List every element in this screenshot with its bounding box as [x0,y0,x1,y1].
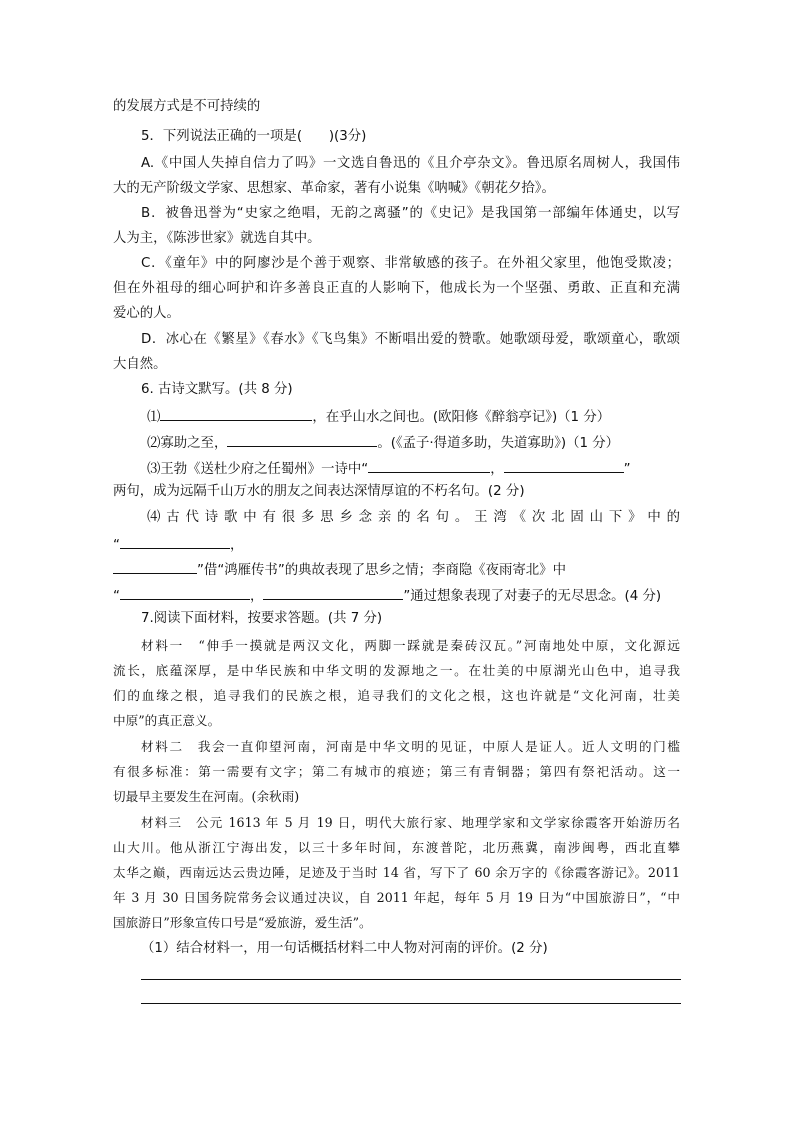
question-6-3-continued: 两句，成为远隔千山万水的朋友之间表达深情厚谊的不朽名句。(2 分) [113,484,525,499]
fill-blank[interactable] [120,585,250,600]
fill-blank[interactable] [113,559,197,574]
material-3-line: 国旅游日”形象宣传口号是“爱旅游，爱生活”。 [113,915,372,930]
item-text: ” [623,462,631,477]
item-text: “ [113,589,120,604]
option-a-line: A.《中国人失掉自信力了吗》一文选自鲁迅的《且介亭杂文》。鲁迅原名周树人，我国伟 [141,156,680,171]
option-d-line: D．冰心在《繁星》《春水》《飞鸟集》不断唱出爱的赞歌。她歌颂母爱，歌颂童心，歌颂 [141,332,680,347]
question-7-stem: 7.阅读下面材料，按要求答题。(共 7 分) [141,611,383,626]
material-2-line: 切最早主要发生在河南。(余秋雨) [113,789,300,804]
material-3-line: 材料三 公元 1613 年 5 月 19 日，明代大旅行家、地理学家和文学家徐霞客开始游历名 [141,815,680,830]
material-1-line: 流长，底蕴深厚，是中华民族和中华文明的发源地之一。在壮美的中原湖光山色中，追寻我 [113,663,680,678]
question-6-2 [147,432,619,453]
question-6-4-line [113,559,566,580]
item-text: “ [113,538,120,553]
item-text: ”通过想象表现了对妻子的无尽思念。(4 分) [403,589,662,604]
fill-blank[interactable] [504,458,624,473]
material-2-line: 有很多标准：第一需要有文字；第二有城市的痕迹；第三有青铜器；第四有祭祀活动。这一 [113,764,680,779]
option-c-line: 爱心的人。 [113,306,180,321]
material-3-line: 太华之巅，西南远达云贵边陲，足迹及于当时 14 省，写下了 60 余万字的《徐霞客游记》。2011 [113,865,680,880]
question-5-stem: 5．下列说法正确的一项是( )(3分) [141,129,367,144]
option-c-line: C．《童年》中的阿廖沙是个善于观察、非常敏感的孩子。在外祖父家里，他饱受欺凌； [141,256,680,271]
answer-line[interactable] [141,1003,681,1004]
item-text: ， [490,462,504,477]
material-1-line: 们的血缘之根，追寻我们的民族之根，追寻我们的文化之根，这也许就是“文化河南，壮美 [113,688,680,703]
question-7-1: （1）结合材料一，用一句话概括材料二中人物对河南的评价。(2 分) [141,941,548,956]
fill-blank[interactable] [368,458,490,473]
material-3-line: 年 3 月 30 日国务院常务会议通过决议，自 2011 年起，每年 5 月 19 日为“中国旅游日”，“中 [113,890,680,905]
item-number: ⑴ [147,410,161,425]
fill-blank[interactable] [160,406,312,421]
fill-blank[interactable] [263,585,403,600]
question-6-4-line [113,585,661,606]
item-text: ⑵寡助之至， [147,436,228,451]
item-text: ，在乎山水之间也。(欧阳修《醉翁亭记》)（1 分） [312,410,611,425]
option-c-line: 但在外祖母的细心呵护和许多善良正直的人影响下，他成长为一个坚强、勇敢、正直和充满 [113,281,680,296]
item-text: ⑶王勃《送杜少府之任蜀州》一诗中“ [147,462,369,477]
material-1-line: 材料一 “伸手一摸就是两汉文化，两脚一踩就是秦砖汉瓦。”河南地处中原，文化源远 [141,638,680,653]
fill-blank[interactable] [120,534,230,549]
material-1-line: 中原”的真正意义。 [113,713,221,728]
item-text: ”借“鸿雁传书”的典故表现了思乡之情；李商隐《夜雨寄北》中 [197,563,566,578]
question-6-3 [147,458,631,479]
option-a-line: 大的无产阶级文学家、思想家、革命家，著有小说集《呐喊》《朝花夕拾》。 [113,181,555,196]
material-3-line: 山大川。他从浙江宁海出发，以三十多年时间，东渡普陀，北历燕冀，南涉闽粤，西北直攀 [113,840,680,855]
fill-blank[interactable] [227,432,377,447]
text-line: 的发展方式是不可持续的 [113,99,261,114]
option-d-line: 大自然。 [113,357,167,372]
question-6-stem: 6. 古诗文默写。(共 8 分) [141,382,293,397]
question-6-1 [147,406,610,427]
question-6-4: ⑷ 古 代 诗 歌 中 有 很 多 思 乡 念 亲 的 名 句 。 王 湾 《 次 北 固 山 下 》 中 的 [147,510,680,525]
material-2-line: 材料二 我会一直仰望河南，河南是中华文明的见证，中原人是证人。近人文明的门槛 [141,739,680,754]
question-6-4-line [113,534,243,555]
option-b-line: 人为主，《陈涉世家》就选自其中。 [113,231,321,246]
item-text: ， [249,589,264,604]
item-text: ， [229,538,244,553]
item-text: 。(《孟子·得道多助，失道寡助》)（1 分） [377,436,620,451]
answer-line[interactable] [141,979,681,980]
option-b-line: B．被鲁迅誉为“史家之绝唱，无韵之离骚”的《史记》是我国第一部编年体通史，以写 [141,206,680,221]
